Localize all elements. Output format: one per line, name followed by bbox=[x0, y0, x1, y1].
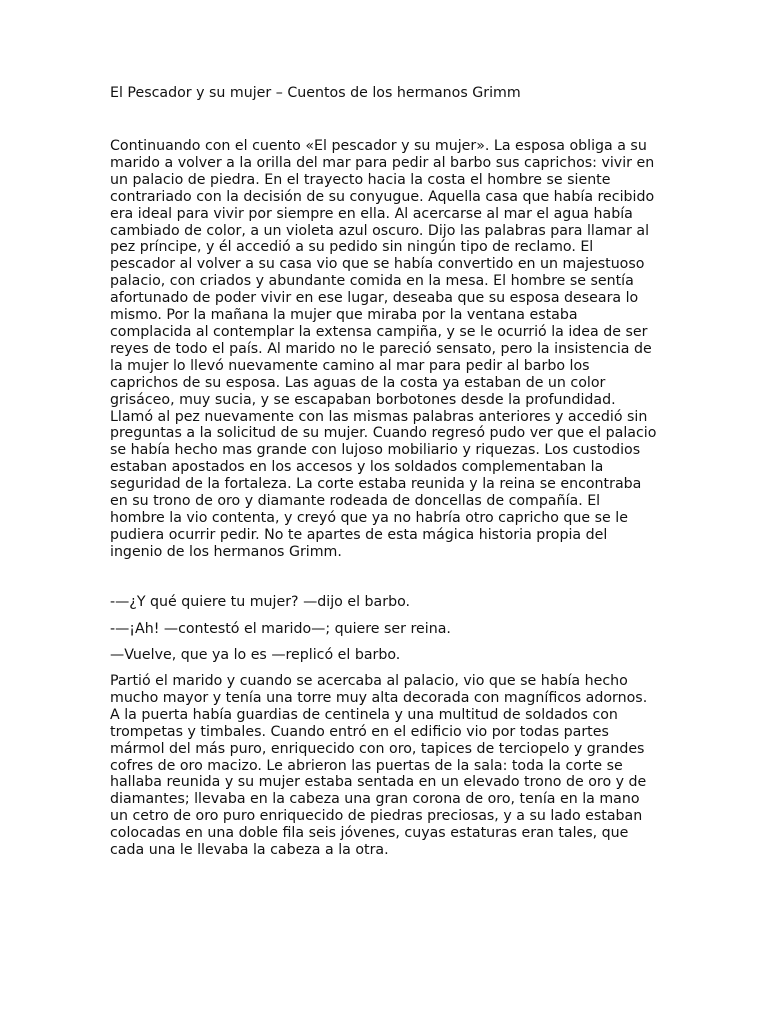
dialog-line-1: -—¿Y qué quiere tu mujer? —dijo el barbo. bbox=[110, 594, 411, 610]
dialog-line-3: —Vuelve, que ya lo es —replicó el barbo. bbox=[110, 647, 401, 663]
paragraph-palace: Partió el marido y cuando se acercaba al palacio, vio que se había hecho mucho mayor y tenía una torre muy alta decorada con magníficos adornos. A la puerta había guardias de centinela y una multitud de soldados con trompetas y timbales. Cuando entró en el edificio vio por todas partes mármol del más puro, enriquecido con oro, tapices de terciopelo y grandes cofres de oro macizo. Le abrieron las puertas de la sala: toda la corte se hallaba reunida y su mujer estaba sentada en un elevado trono de oro y de diamantes; llevaba en la cabeza una gran corona de oro, tenía en la mano un cetro de oro puro enriquecido de piedras preciosas, y a su lado estaban colocadas en una doble fila seis jóvenes, cuyas estaturas eran tales, que cada una le llevaba la cabeza a la otra. bbox=[110, 673, 648, 859]
document-title: El Pescador y su mujer – Cuentos de los hermanos Grimm bbox=[110, 85, 521, 101]
dialog-line-2: -—¡Ah! —contestó el marido—; quiere ser reina. bbox=[110, 621, 451, 637]
paragraph-intro: Continuando con el cuento «El pescador y su mujer». La esposa obliga a su marido a volver a la orilla del mar para pedir al barbo sus caprichos: vivir en un palacio de piedra. En el trayecto hacia la costa el hombre se siente contrariado con la decisión de su conyugue. Aquella casa que había recibido era ideal para vivir por siempre en ella. Al acercarse al mar el agua había cambiado de color, a un violeta azul oscuro. Dijo las palabras para llamar al pez príncipe, y él accedió a su pedido sin ningún tipo de reclamo. El pescador al volver a su casa vio que se había convertido en un majestuoso palacio, con criados y abundante comida en la mesa. El hombre se sentía afortunado de poder vivir en ese lugar, deseaba que su esposa deseara lo mismo. Por la mañana la mujer que miraba por la ventana estaba complacida al contemplar la extensa campiña, y se le ocurrió la idea de ser reyes de todo el país. Al marido no le pareció sensato, pero la insistencia de la mujer lo llevó nuevamente camino al mar para pedir al barbo los caprichos de su esposa. Las aguas de la costa ya estaban de un color grisáceo, muy sucia, y se escapaban borbotones desde la profundidad. Llamó al pez nuevamente con las mismas palabras anteriores y accedió sin preguntas a la solicitud de su mujer. Cuando regresó pudo ver que el palacio se había hecho mas grande con lujoso mobiliario y riquezas. Los custodios estaban apostados en los accesos y los soldados complementaban la seguridad de la fortaleza. La corte estaba reunida y la reina se encontraba en su trono de oro y diamante rodeada de doncellas de compañía. El hombre la vio contenta, y creyó que ya no habría otro capricho que se le pudiera ocurrir pedir. No te apartes de esta mágica historia propia del ingenio de los hermanos Grimm. bbox=[110, 138, 657, 560]
